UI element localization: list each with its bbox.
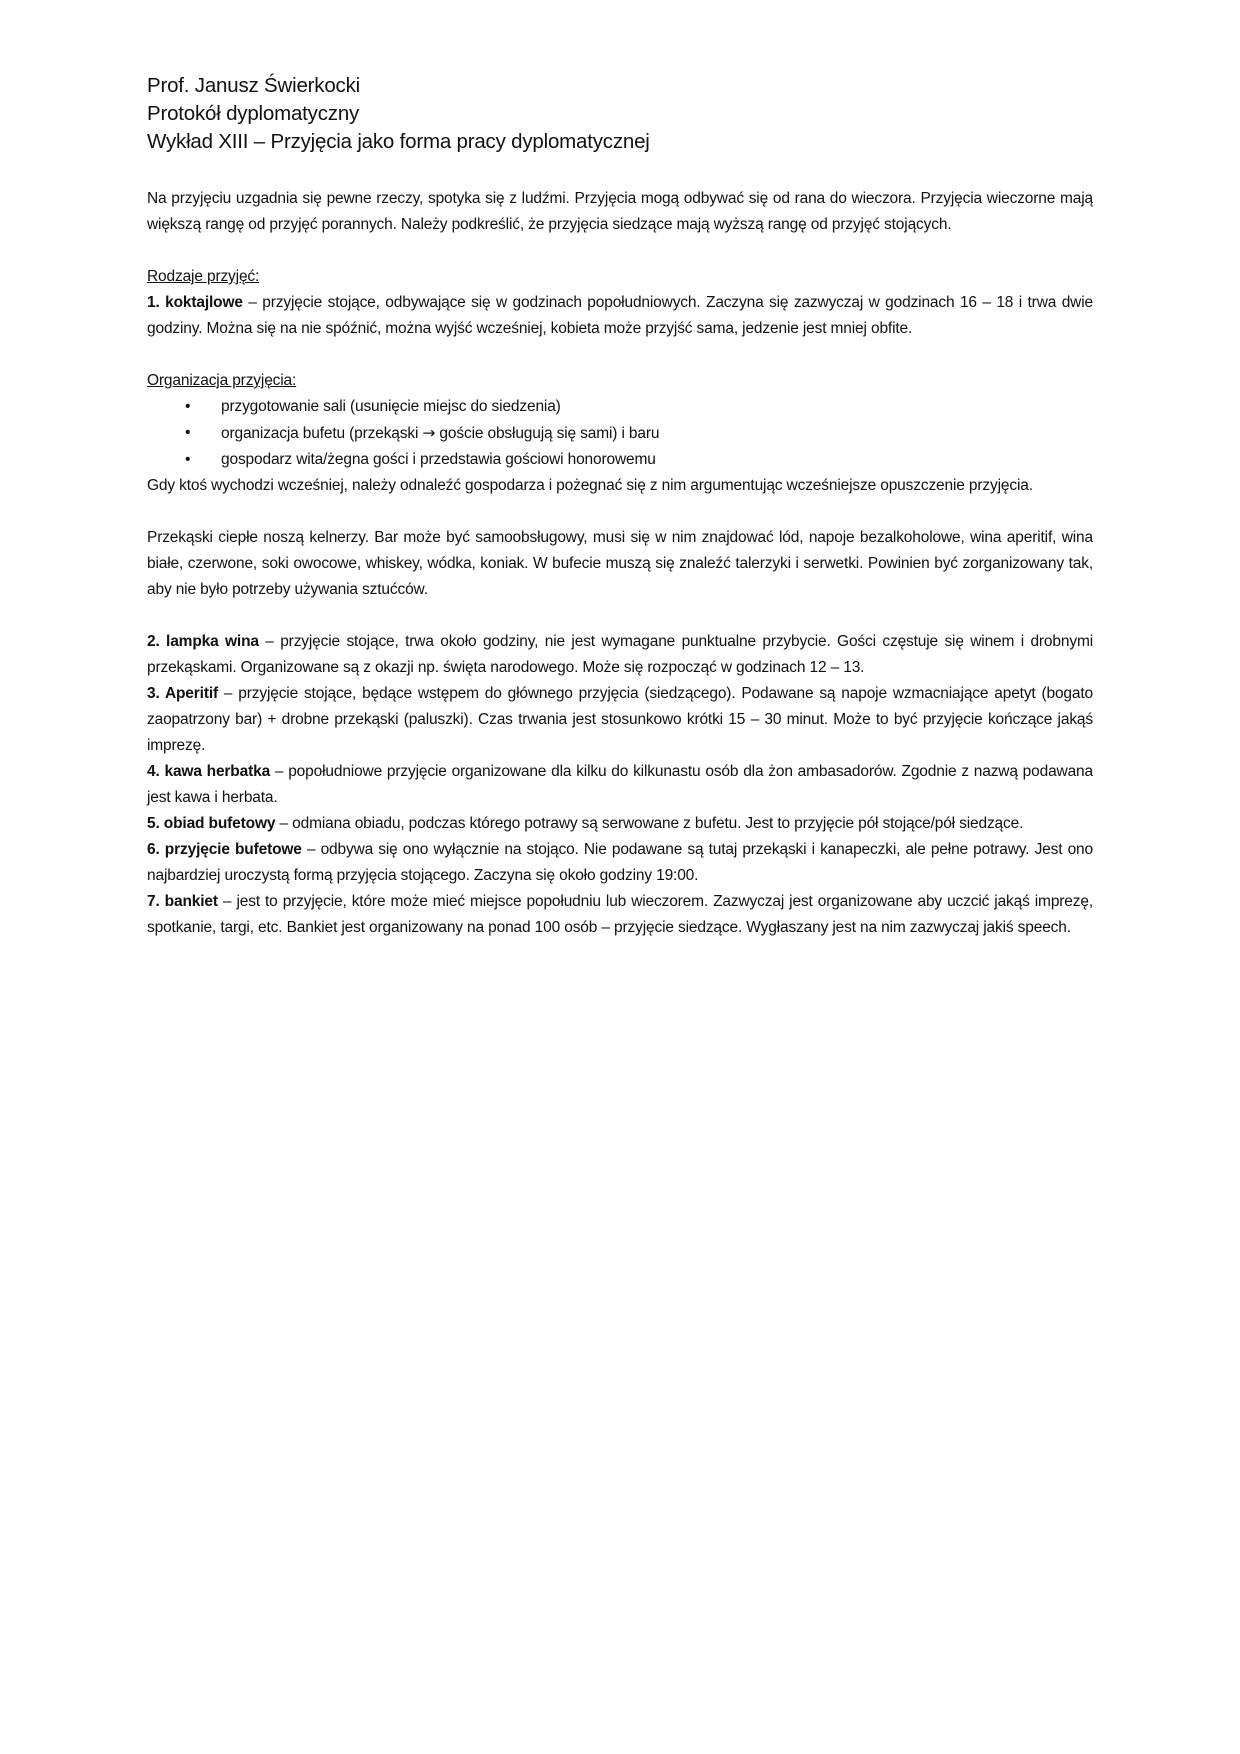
intro-paragraph: Na przyjęciu uzgadnia się pewne rzeczy, spotyka się z ludźmi. Przyjęcia mogą odbywać się od rana do wieczora. Przyjęcia wieczorne mają większą rangę od przyjęć porannych. Należy podkreślić, że przyjęcia siedzące mają wyższą rangę od przyjęć stojących. (147, 190, 1093, 233)
reception-type-name: 4. kawa herbatka (147, 763, 271, 780)
lecture-title: Wykład XIII – Przyjęcia jako forma pracy dyplomatycznej (147, 130, 650, 153)
reception-type-description: – przyjęcie stojące, będące wstępem do głównego przyjęcia (siedzącego). Podawane są napoje wzmacniające apetyt (bogato zaopatrzony bar) + drobne przekąski (paluszki). Czas trwania jest stosunkowo krótki 15 – 30 minut. Może to być przyjęcie kończące jakąś imprezę. (147, 685, 1093, 754)
bullet-icon: • (185, 424, 191, 441)
reception-type-description: – popołudniowe przyjęcie organizowane dla kilku do kilkunastu osób dla żon ambasadorów. Zgodnie z nazwą podawana jest kawa i herbata. (147, 763, 1094, 806)
reception-type-description: – jest to przyjęcie, które może mieć miejsce popołudniu lub wieczorem. Zazwyczaj jest organizowane aby uczcić jakąś imprezę, spotkanie, targi, etc. Bankiet jest organizowany na ponad 100 osób – przyjęcie siedzące. Wygłaszany jest na nim zazwyczaj jakiś speech. (147, 893, 1093, 936)
list-item-text: przygotowanie sali (usunięcie miejsc do siedzenia) (221, 398, 561, 415)
reception-type-7 (147, 889, 1093, 941)
organization-section-title: Organizacja przyjęcia: (147, 372, 297, 389)
reception-type-name: 6. przyjęcie bufetowe (147, 841, 302, 858)
list-item-text: organizacja bufetu (przekąski (221, 425, 423, 442)
reception-type-description: – przyjęcie stojące, trwa około godziny, nie jest wymagane punktualne przybycie. Gości częstuje się winem i drobnymi przekąskami. Organizowane są z okazji np. święta narodowego. Może się rozpocząć w godzinach 12 – 13. (147, 633, 1094, 676)
course-title: Protokół dyplomatyczny (147, 102, 360, 125)
document-header (147, 72, 1093, 156)
snacks-paragraph: Przekąski ciepłe noszą kelnerzy. Bar może być samoobsługowy, musi się w nim znajdować lód, napoje bezalkoholowe, wina aperitif, wina białe, czerwone, soki owocowe, whiskey, wódka, koniak. W bufecie muszą się znaleźć talerzyki i serwetki. Powinien być zorganizowany tak, aby nie było potrzeby używania sztućców. (147, 529, 1093, 598)
leaving-paragraph: Gdy ktoś wychodzi wcześniej, należy odnaleźć gospodarza i pożegnać się z nim argumentując wcześniejsze opuszczenie przyjęcia. (147, 477, 1033, 494)
document-page (147, 72, 1093, 941)
reception-type-name: 3. Aperitif (147, 685, 218, 702)
list-item (147, 394, 1093, 420)
reception-type-4 (147, 759, 1093, 811)
reception-type-description: – odbywa się ono wyłącznie na stojąco. Nie podawane są tutaj przekąski i kanapeczki, ale pełne potrawy. Jest ono najbardziej uroczystą formą przyjęcia stojącego. Zaczyna się około godziny 19:00. (147, 841, 1093, 884)
reception-type-name: 7. bankiet (147, 893, 218, 910)
organization-list (147, 394, 1093, 473)
list-item (147, 447, 1093, 473)
reception-type-name: 1. koktajlowe (147, 294, 243, 311)
arrow-right-icon: → (422, 424, 436, 442)
reception-type-description: – przyjęcie stojące, odbywające się w godzinach popołudniowych. Zaczyna się zazwyczaj w godzinach 16 – 18 i trwa dwie godziny. Można się na nie spóźnić, można wyjść wcześniej, kobieta może przyjść sama, jedzenie jest mniej obfite. (147, 294, 1093, 337)
reception-type-name: 5. obiad bufetowy (147, 815, 276, 832)
reception-type-5 (147, 811, 1093, 837)
bullet-icon: • (185, 398, 191, 415)
reception-type-6 (147, 837, 1093, 889)
reception-type-3 (147, 681, 1093, 759)
list-item-text: goście obsługują się sami) i baru (435, 425, 660, 442)
reception-type-2 (147, 629, 1093, 681)
reception-type-name: 2. lampka wina (147, 633, 259, 650)
list-item-text: gospodarz wita/żegna gości i przedstawia gościowi honorowemu (221, 451, 656, 468)
bullet-icon: • (185, 451, 191, 468)
reception-type-description: – odmiana obiadu, podczas którego potrawy są serwowane z bufetu. Jest to przyjęcie pół stojące/pół siedzące. (275, 815, 1024, 832)
reception-type-1 (147, 290, 1093, 342)
list-item (147, 420, 1093, 447)
author-name: Prof. Janusz Świerkocki (147, 74, 361, 97)
types-section-title: Rodzaje przyjęć: (147, 268, 260, 285)
